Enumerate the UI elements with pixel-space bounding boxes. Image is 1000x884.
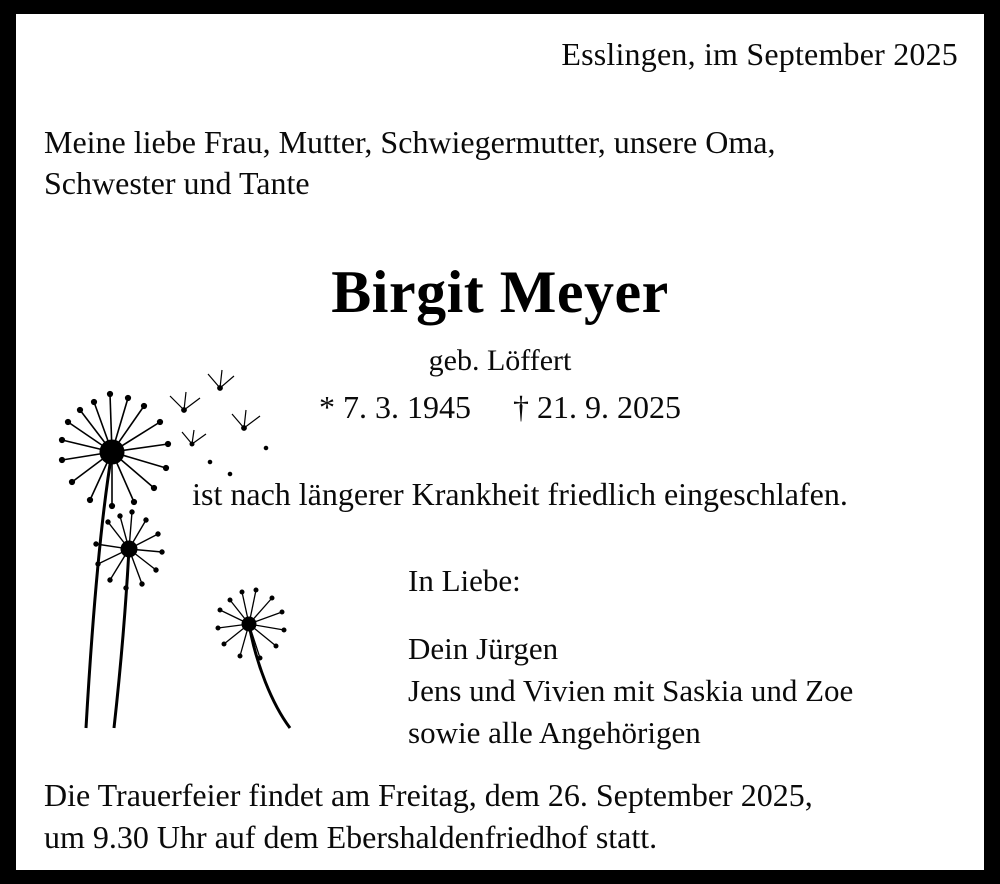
mourners-intro: In Liebe: [408, 563, 521, 598]
place-and-date: Esslingen, im September 2025 [561, 36, 958, 72]
passing-statement: ist nach längerer Krankheit friedlich eingeschlafen. [192, 476, 848, 512]
mourners-block [408, 560, 853, 753]
mourner-line-1: Dein Jürgen [408, 630, 559, 666]
funeral-details [44, 774, 974, 858]
dandelion-large [59, 391, 170, 508]
dandelion-icon [34, 344, 354, 744]
relation-line-1: Meine liebe Frau, Mutter, Schwiegermutter, unsere Oma, [44, 124, 776, 160]
birth-date: * 7. 3. 1945 [319, 389, 471, 425]
mourner-line-3: sowie alle Angehörigen [408, 714, 701, 750]
death-date: † 21. 9. 2025 [513, 389, 681, 425]
funeral-line-2: um 9.30 Uhr auf dem Ebershaldenfriedhof statt. [44, 819, 658, 856]
mourner-line-2: Jens und Vivien mit Saskia und Zoe [408, 672, 854, 708]
deceased-name: Birgit Meyer [331, 259, 669, 325]
maiden-name: geb. Löffert [428, 344, 572, 377]
floating-seeds [170, 370, 268, 476]
obituary-card [16, 14, 984, 870]
relation-line-2: Schwester und Tante [44, 164, 310, 201]
dandelion-medium [94, 510, 164, 590]
dandelion-small [216, 588, 286, 660]
relation-statement [44, 122, 964, 204]
funeral-line-1: Die Trauerfeier findet am Freitag, dem 26. September 2025, [44, 777, 813, 813]
